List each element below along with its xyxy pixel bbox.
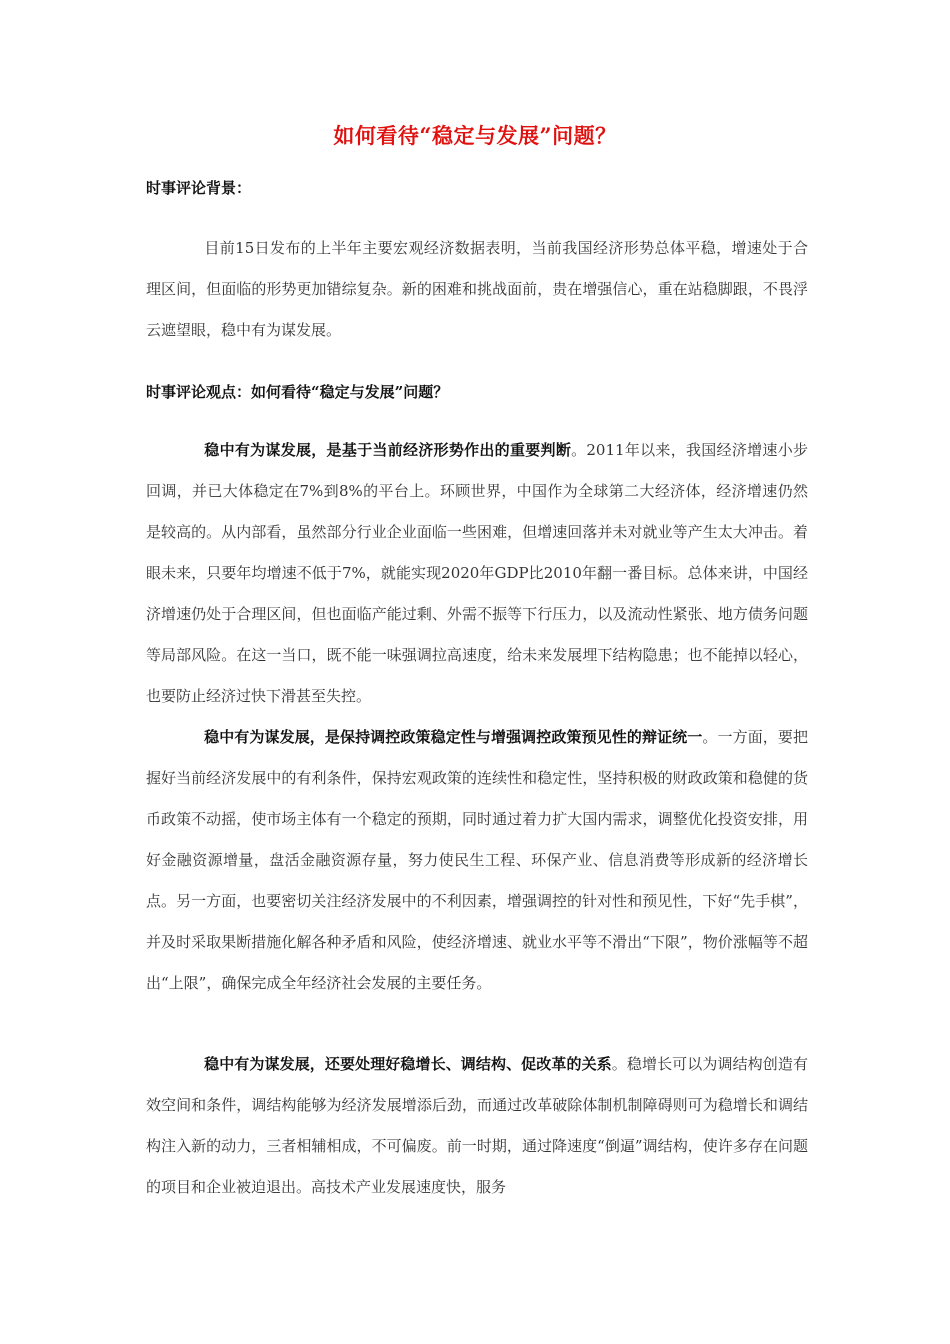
paragraph-text: 。稳增长可以为调结构创造有效空间和条件，调结构能够为经济发展增添后劲，而通过改革破除体制机制障碍则可为稳增长和调结构注入新的动力，三者相辅相成，不可偏废。前一时期，通过降速度“倒逼”调结构，使许多存在问题的项目和企业被迫退出。高技术产业发展速度快，服务 bbox=[146, 1055, 808, 1196]
background-paragraph bbox=[146, 228, 808, 351]
body-paragraph bbox=[146, 430, 808, 717]
document-title: 如何看待“稳定与发展”问题？ bbox=[333, 123, 617, 148]
background-heading: 时事评论背景： bbox=[146, 179, 252, 197]
paragraph-text: 。2011年以来，我国经济增速小步回调，并已大体稳定在7%到8%的平台上。环顾世界，中国作为全球第二大经济体，经济增速仍然是较高的。从内部看，虽然部分行业企业面临一些困难，但增速回落并未对就业等产生太大冲击。着眼未来，只要年均增速不低于7%，就能实现2020年GDP比2010年翻一番目标。总体来讲，中国经济增速仍处于合理区间，但也面临产能过剩、外需不振等下行压力，以及流动性紧张、地方债务问题等局部风险。在这一当口，既不能一味强调拉高速度，给未来发展埋下结构隐患；也不能掉以轻心，也要防止经济过快下滑甚至失控。 bbox=[146, 441, 808, 705]
body-paragraph bbox=[146, 1044, 808, 1208]
paragraph-lead: 稳中有为谋发展，是保持调控政策稳定性与增强调控政策预见性的辩证统一 bbox=[204, 728, 703, 746]
paragraph-lead: 稳中有为谋发展，是基于当前经济形势作出的重要判断 bbox=[204, 441, 572, 459]
background-text: 目前15日发布的上半年主要宏观经济数据表明，当前我国经济形势总体平稳，增速处于合理区间，但面临的形势更加错综复杂。新的困难和挑战面前，贵在增强信心，重在站稳脚跟，不畏浮云遮望眼，稳中有为谋发展。 bbox=[146, 239, 808, 339]
body-paragraph bbox=[146, 717, 808, 1004]
paragraph-lead: 稳中有为谋发展，还要处理好稳增长、调结构、促改革的关系 bbox=[204, 1055, 612, 1073]
paragraph-text: 。一方面，要把握好当前经济发展中的有利条件，保持宏观政策的连续性和稳定性，坚持积极的财政政策和稳健的货币政策不动摇，使市场主体有一个稳定的预期，同时通过着力扩大国内需求，调整优化投资安排，用好金融资源增量，盘活金融资源存量，努力使民生工程、环保产业、信息消费等形成新的经济增长点。另一方面，也要密切关注经济发展中的不利因素，增强调控的针对性和预见性，下好“先手棋”，并及时采取果断措施化解各种矛盾和风险，使经济增速、就业水平等不滑出“下限”，物价涨幅等不超出“上限”，确保完成全年经济社会发展的主要任务。 bbox=[146, 728, 808, 992]
viewpoint-heading: 时事评论观点：如何看待“稳定与发展”问题？ bbox=[146, 383, 449, 401]
